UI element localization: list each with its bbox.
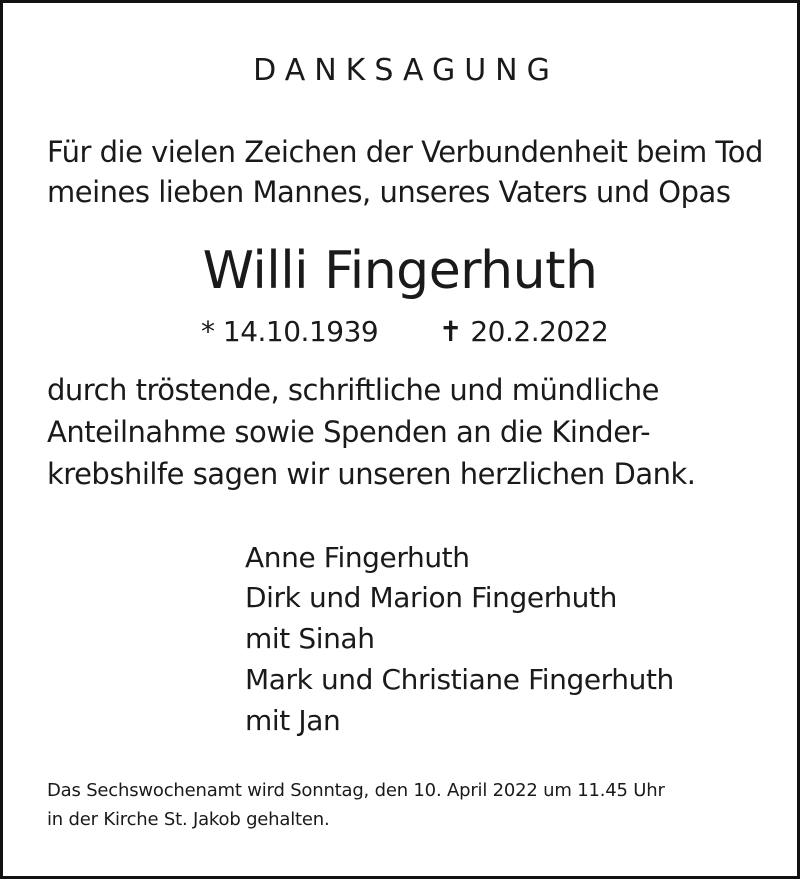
notice-heading: DANKSAGUNG: [253, 53, 559, 88]
signer-line: Mark und Christiane Fingerhuth: [245, 663, 674, 696]
signer-line: Dirk und Marion Fingerhuth: [245, 581, 617, 614]
intro-line-1: Für die vielen Zeichen der Verbundenheit beim Tod: [47, 135, 763, 169]
signer-line: mit Jan: [245, 704, 341, 737]
signer-line: Anne Fingerhuth: [245, 541, 470, 574]
intro-line-2: meines lieben Mannes, unseres Vaters und Opas: [47, 175, 731, 209]
thanks-line-2: Anteilnahme sowie Spenden an die Kinder-: [47, 415, 651, 449]
mass-notice-line-2: in der Kirche St. Jakob gehalten.: [47, 809, 330, 830]
signer-line: mit Sinah: [245, 622, 375, 655]
mass-notice-line-1: Das Sechswochenamt wird Sonntag, den 10. April 2022 um 11.45 Uhr: [47, 780, 665, 801]
deceased-name: Willi Fingerhuth: [202, 241, 598, 301]
death-date: ✝ 20.2.2022: [439, 315, 609, 348]
thanks-line-1: durch tröstende, schriftliche und mündliche: [47, 373, 659, 407]
thanks-line-3: krebshilfe sagen wir unseren herzlichen Dank.: [47, 457, 696, 491]
birth-date: * 14.10.1939: [201, 315, 379, 348]
